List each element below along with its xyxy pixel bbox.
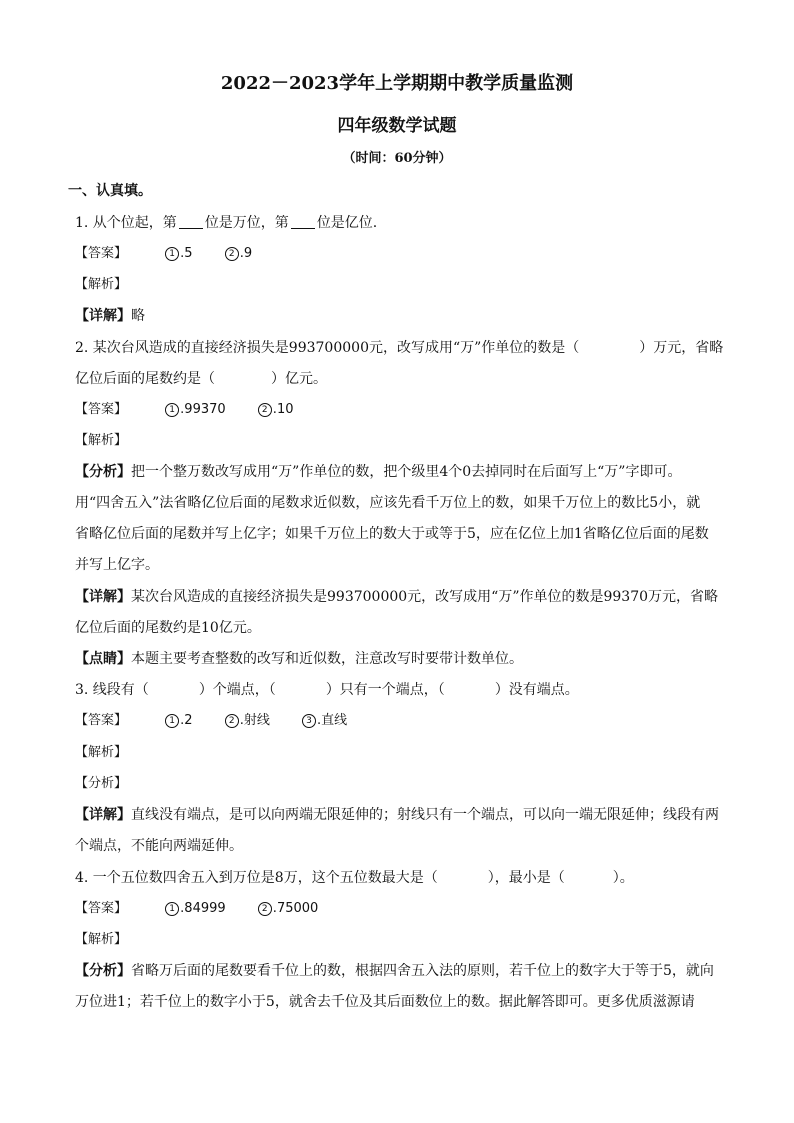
fenxi-label: 【分析】 — [75, 963, 131, 979]
q2-analysis-label: 【解析】 — [75, 433, 128, 448]
q3-detail-line-1 — [75, 805, 719, 825]
q4-text: ），最小是（ — [487, 870, 565, 886]
answer-item: 2 .10 — [258, 400, 294, 420]
q4-analysis-label: 【解析】 — [75, 932, 128, 947]
q2-fenxi-line-1 — [75, 462, 681, 482]
answer-item: 2 .75000 — [258, 899, 319, 919]
circled-number: 1 — [165, 902, 179, 916]
circled-number: 2 — [225, 714, 239, 728]
detail-text: 某次台风造成的直接经济损失是993700000元，改写成用“万”作单位的数是99370万元，省略 — [131, 589, 719, 605]
detail-label: 【详解】 — [75, 308, 131, 324]
answer-item: 3 .直线 — [302, 711, 347, 731]
dianjing-text: 本题主要考查整数的改写和近似数，注意改写时要带计数单位。 — [131, 651, 523, 667]
detail-text: 直线没有端点，是可以向两端无限延伸的；射线只有一个端点，可以向一端无限延伸；线段有两 — [131, 807, 719, 823]
q1-text-a: 1. 从个位起，第 — [75, 215, 177, 231]
question-2-line-1 — [75, 338, 723, 358]
q3-detail-line-2: 个端点，不能向两端延伸。 — [75, 838, 243, 854]
q1-text-c: 位是亿位. — [316, 215, 378, 231]
question-2-line-2 — [75, 369, 327, 389]
circled-number: 2 — [225, 247, 239, 261]
answer-value: 10 — [276, 402, 294, 417]
detail-label: 【详解】 — [75, 589, 131, 605]
answer-blank — [291, 214, 315, 229]
q2-answer-row — [75, 400, 293, 420]
question-4 — [75, 868, 634, 888]
exam-time: （时间：60分钟） — [342, 151, 452, 166]
circled-number: 1 — [165, 247, 179, 261]
q4-fenxi-line-2: 万位进1；若千位上的数字小于5，就舍去千位及其后面数位上的数。据此解答即可。更多优质滋源请 — [75, 994, 695, 1010]
answer-blank — [179, 214, 203, 229]
answer-item: 2 .9 — [225, 244, 252, 264]
q3-answer-row — [75, 711, 347, 731]
answer-item: 2 .射线 — [225, 711, 270, 731]
q2-fenxi-line-4: 并写上亿字。 — [75, 557, 159, 573]
question-3 — [75, 680, 579, 700]
circled-number: 2 — [258, 902, 272, 916]
q4-text: ）。 — [612, 870, 634, 886]
q2-text: ）万元，省略 — [639, 340, 724, 356]
q3-text: ）没有端点。 — [494, 682, 579, 698]
answer-label: 【答案】 — [75, 713, 128, 728]
circled-number: 3 — [302, 714, 316, 728]
q3-text: ）只有一个端点，（ — [325, 682, 445, 698]
answer-item: 1 .99370 — [165, 400, 226, 420]
q2-fenxi-line-3: 省略亿位后面的尾数并写上亿字；如果千万位上的数大于或等于5，应在亿位上加1省略亿位后面的尾数 — [75, 526, 709, 542]
q2-text: ）亿元。 — [271, 371, 327, 387]
answer-label: 【答案】 — [75, 402, 128, 417]
circled-number: 1 — [165, 714, 179, 728]
q2-detail-line-1 — [75, 587, 718, 607]
q4-text: 4. 一个五位数四舍五入到万位是8万，这个五位数最大是（ — [75, 870, 438, 886]
circled-number: 2 — [258, 403, 272, 417]
q1-text-b: 位是万位，第 — [204, 215, 289, 231]
answer-item: 1 .5 — [165, 244, 192, 264]
answer-item: 1 .2 — [165, 711, 192, 731]
q3-text: 3. 线段有（ — [75, 682, 149, 698]
detail-text: 略 — [131, 308, 145, 324]
answer-value: 射线 — [243, 713, 270, 728]
q3-analysis-label: 【解析】 — [75, 745, 128, 760]
q4-fenxi-line-1 — [75, 961, 714, 981]
answer-value: 9 — [243, 246, 253, 261]
answer-label: 【答案】 — [75, 246, 128, 261]
answer-item: 1 .84999 — [165, 899, 226, 919]
answer-value: 75000 — [276, 901, 319, 916]
q2-fenxi-line-2: 用“四舍五入”法省略亿位后面的尾数求近似数，应该先看千万位上的数，如果千万位上的数比5小，就 — [75, 495, 701, 511]
q1-answer-row — [75, 244, 252, 264]
question-1 — [75, 213, 377, 233]
fenxi-label: 【分析】 — [75, 464, 131, 480]
answer-value: 99370 — [184, 402, 226, 417]
dianjing-label: 【点睛】 — [75, 651, 131, 667]
answer-label: 【答案】 — [75, 901, 128, 916]
q2-detail-line-2: 亿位后面的尾数约是10亿元。 — [75, 620, 261, 636]
fenxi-text: 把一个整万数改写成用“万”作单位的数，把个级里4个0去掉同时在后面写上“万”字即可。 — [131, 464, 682, 480]
section-heading: 一、认真填。 — [68, 183, 152, 199]
q1-analysis-label: 【解析】 — [75, 277, 128, 292]
q2-dianjing — [75, 649, 523, 669]
circled-number: 1 — [165, 403, 179, 417]
q3-text: ）个端点，（ — [198, 682, 276, 698]
exam-title: 2022－2023学年上学期期中教学质量监测 — [220, 73, 574, 94]
detail-label: 【详解】 — [75, 807, 131, 823]
q1-detail — [75, 306, 145, 326]
q2-text: 亿位后面的尾数约是（ — [75, 371, 215, 387]
q3-fenxi-label: 【分析】 — [75, 776, 128, 791]
answer-value: 5 — [184, 246, 193, 261]
q2-text: 2. 某次台风造成的直接经济损失是993700000元，改写成用“万”作单位的数是（ — [75, 340, 580, 356]
q4-answer-row — [75, 899, 318, 919]
exam-subtitle: 四年级数学试题 — [337, 116, 457, 136]
answer-value: 直线 — [321, 713, 348, 728]
answer-value: 2 — [184, 713, 193, 728]
answer-value: 84999 — [184, 901, 226, 916]
fenxi-text: 省略万后面的尾数要看千位上的数，根据四舍五入法的原则，若千位上的数字大于等于5，就向 — [131, 963, 714, 979]
